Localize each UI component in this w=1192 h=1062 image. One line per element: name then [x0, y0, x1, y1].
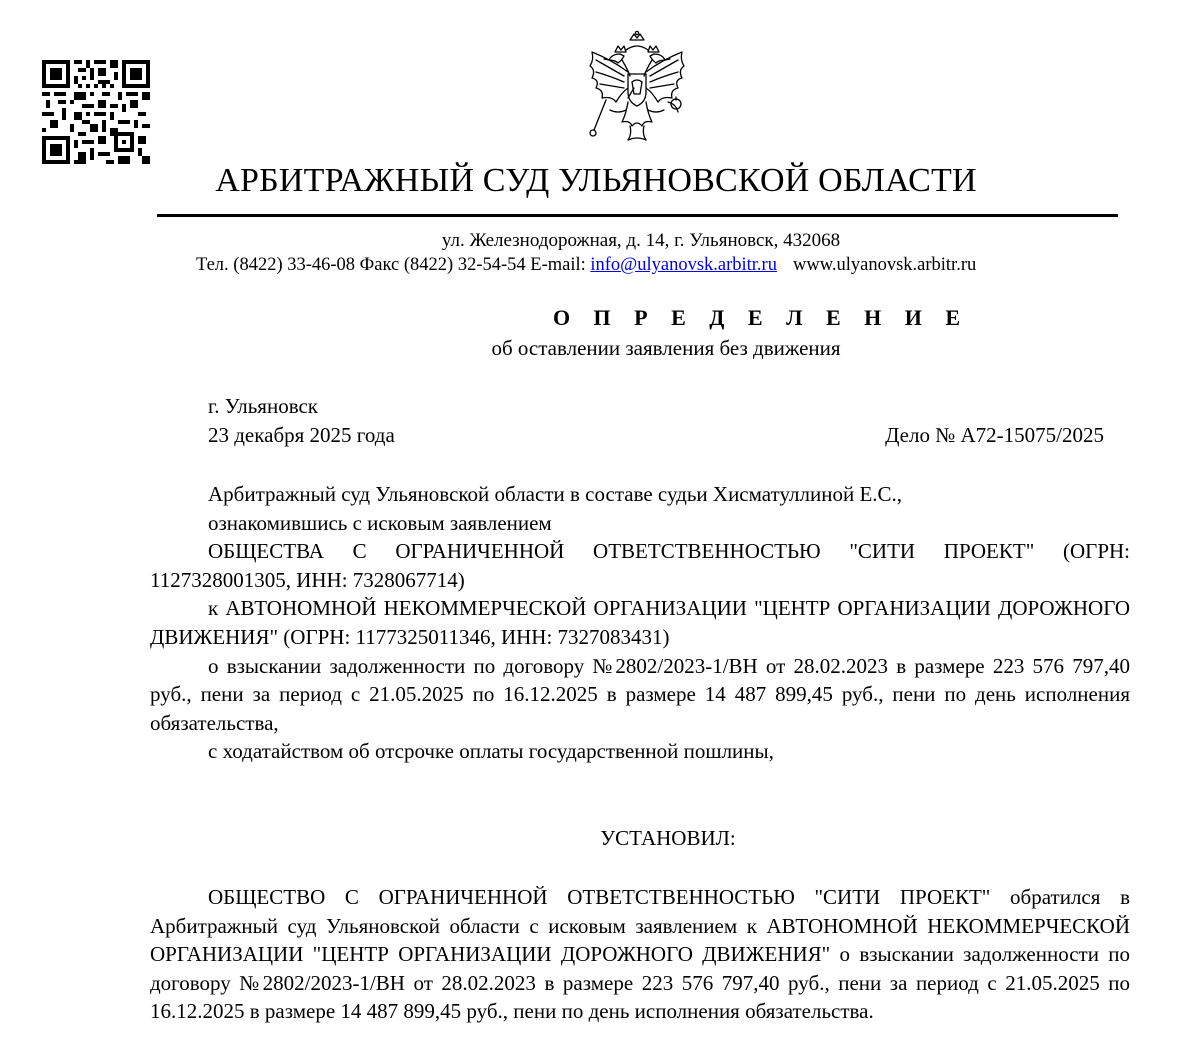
intro-block [150, 480, 1130, 766]
intro-line-2: ознакомившись с исковым заявлением [208, 510, 552, 535]
intro-line-1: Арбитражный суд Ульяновской области в составе судьи Хисматуллиной Е.С., [208, 482, 903, 506]
coat-of-arms-icon [582, 30, 692, 148]
email-link[interactable]: info@ulyanovsk.arbitr.ru [590, 255, 777, 275]
title-divider [157, 214, 1118, 217]
court-title: АРБИТРАЖНЫЙ СУД УЛЬЯНОВСКОЙ ОБЛАСТИ [215, 162, 977, 199]
qr-code-icon [42, 60, 150, 164]
document-type: О П Р Е Д Е Л Е Н И Е [552, 305, 970, 330]
section-heading: УСТАНОВИЛ: [600, 826, 736, 850]
case-number: Дело № А72-15075/2025 [885, 423, 1104, 447]
motion-paragraph: с ходатайством об отсрочке оплаты государственной пошлины, [208, 739, 774, 764]
document-subtitle: об оставлении заявления без движения [491, 336, 841, 360]
claim-paragraph: о взыскании задолженности по договору №2802/2023-1/ВН от 28.02.2023 в размере 223 576 797,40 руб., пени за период с 21.05.2025 по 16.12.2025 в размере 14 487 899,45 руб., пени по день исполнения обязательства, [150, 653, 1130, 735]
court-website: www.ulyanovsk.arbitr.ru [792, 255, 977, 275]
contacts-phone-fax: Тел. (8422) 33-46-08 Факс (8422) 32-54-54 E-mail: [196, 255, 591, 275]
court-address: ул. Железнодорожная, д. 14, г. Ульяновск, 432068 [441, 230, 841, 251]
defendant-paragraph: к АВТОНОМНОЙ НЕКОММЕРЧЕСКОЙ ОРГАНИЗАЦИИ "ЦЕНТР ОРГАНИЗАЦИИ ДОРОЖНОГО ДВИЖЕНИЯ" (ОГРН: 1177325011346, ИНН: 7327083431) [150, 596, 1130, 649]
document-city: г. Ульяновск [208, 394, 319, 418]
plaintiff-paragraph: ОБЩЕСТВА С ОГРАНИЧЕННОЙ ОТВЕТСТВЕННОСТЬЮ "СИТИ ПРОЕКТ" (ОГРН: 1127328001305, ИНН: 7328067714) [150, 539, 1130, 592]
court-contacts [196, 255, 976, 276]
main-paragraph: ОБЩЕСТВО С ОГРАНИЧЕННОЙ ОТВЕТСТВЕННОСТЬЮ "СИТИ ПРОЕКТ" обратился в Арбитражный суд Ульяновской области с исковым заявлением к АВТОНОМНОЙ НЕКОММЕРЧЕСКОЙ ОРГАНИЗАЦИИ "ЦЕНТР ОРГАНИЗАЦИИ ДОРОЖНОГО ДВИЖЕНИЯ" о взыскании задолженности по договору №2802/2023-1/ВН от 28.02.2023 в размере 223 576 797,40 руб., пени за период с 21.05.2025 по 16.12.2025 в размере 14 487 899,45 руб., пени по день исполнения обязательства. [150, 885, 1130, 1024]
document-date: 23 декабря 2025 года [208, 423, 395, 447]
main-block [150, 883, 1130, 1026]
